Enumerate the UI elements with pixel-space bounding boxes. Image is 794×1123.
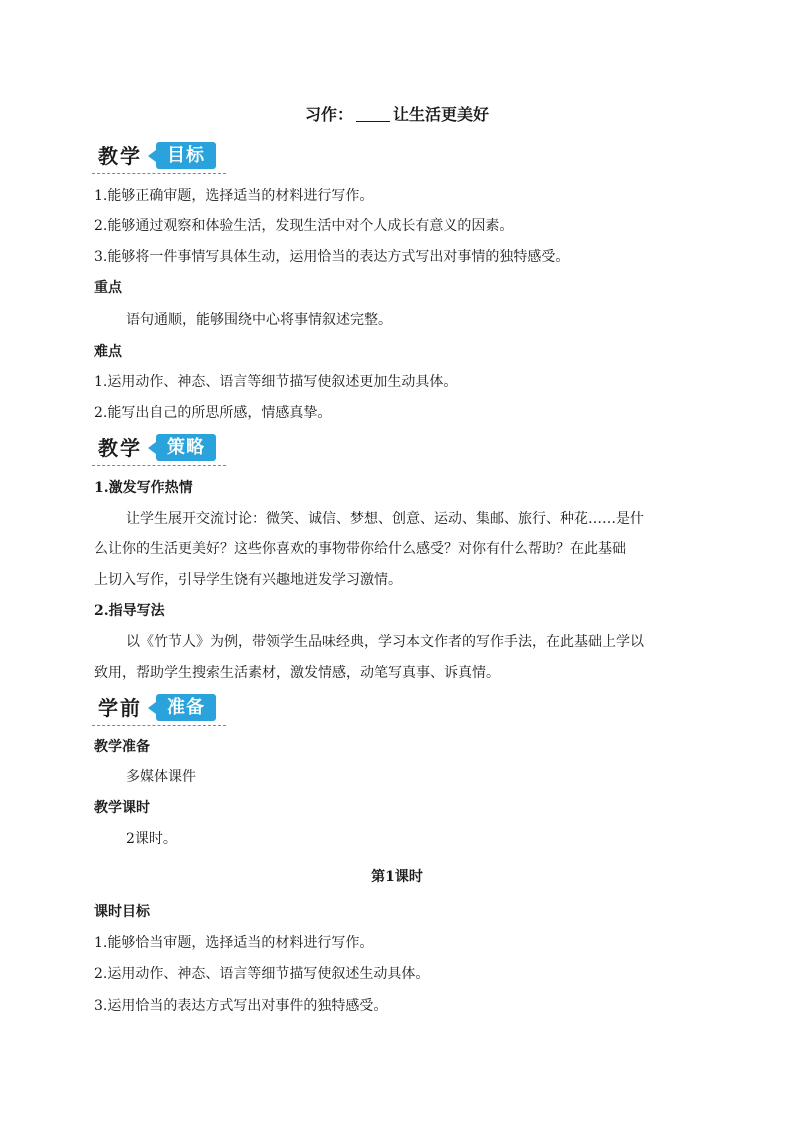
strategy-1-title: 1.激发写作热情 bbox=[94, 480, 193, 496]
badge-right-text: 准备 bbox=[167, 697, 205, 718]
badge-tab bbox=[156, 434, 216, 461]
badge-tab bbox=[156, 694, 216, 721]
lesson-goal-label: 课时目标 bbox=[94, 904, 150, 920]
strategy-2-line: 以《竹节人》为例，带领学生品味经典，学习本文作者的写作手法，在此基础上学以 bbox=[126, 634, 644, 650]
lesson-goal-item: 2.运用动作、神态、语言等细节描写使叙述生动具体。 bbox=[94, 966, 430, 982]
difficult-point-label: 难点 bbox=[94, 344, 122, 360]
lesson-goal-item: 1.能够恰当审题，选择适当的材料进行写作。 bbox=[94, 935, 374, 951]
badge-left-text: 学前 bbox=[98, 696, 142, 720]
goal-item: 2.能够通过观察和体验生活，发现生活中对个人成长有意义的因素。 bbox=[94, 218, 514, 234]
title-suffix: 让生活更美好 bbox=[393, 105, 490, 124]
section-badge-goals bbox=[92, 138, 232, 178]
badge-left-text: 教学 bbox=[98, 144, 142, 168]
strategy-2-line: 致用，帮助学生搜索生活素材，激发情感，动笔写真事、诉真情。 bbox=[94, 665, 500, 681]
lesson-title: 第1课时 bbox=[371, 869, 423, 885]
strategy-1-line: 么让你的生活更美好？这些你喜欢的事物带你给什么感受？对你有什么帮助？在此基础 bbox=[94, 541, 626, 557]
badge-tab bbox=[156, 142, 216, 169]
prep-text: 多媒体课件 bbox=[126, 769, 196, 785]
strategy-2-title: 2.指导写法 bbox=[94, 603, 165, 619]
difficult-item: 1.运用动作、神态、语言等细节描写使叙述更加生动具体。 bbox=[94, 374, 458, 390]
key-point-label: 重点 bbox=[94, 280, 122, 296]
lesson-goal-item: 3.运用恰当的表达方式写出对事件的独特感受。 bbox=[94, 998, 388, 1014]
badge-left-text: 教学 bbox=[98, 436, 142, 460]
strategy-1-line: 上切入写作，引导学生饶有兴趣地迸发学习激情。 bbox=[94, 572, 402, 588]
badge-right-text: 目标 bbox=[167, 145, 205, 166]
hours-label: 教学课时 bbox=[94, 800, 150, 816]
key-point-text: 语句通顺，能够围绕中心将事情叙述完整。 bbox=[126, 312, 392, 328]
difficult-item: 2.能写出自己的所思所感，情感真挚。 bbox=[94, 405, 332, 421]
badge-underline bbox=[92, 725, 226, 726]
prep-label: 教学准备 bbox=[94, 739, 150, 755]
badge-right-text: 策略 bbox=[167, 437, 205, 458]
hours-text: 2课时。 bbox=[126, 831, 177, 847]
badge-underline bbox=[92, 173, 226, 174]
goal-item: 1.能够正确审题，选择适当的材料进行写作。 bbox=[94, 188, 374, 204]
title-prefix: 习作： bbox=[304, 105, 353, 124]
strategy-1-line: 让学生展开交流讨论：微笑、诚信、梦想、创意、运动、集邮、旅行、种花……是什 bbox=[126, 511, 644, 527]
title-blank bbox=[356, 105, 390, 122]
section-badge-strategy bbox=[92, 430, 232, 470]
page-title bbox=[0, 102, 794, 128]
badge-underline bbox=[92, 465, 226, 466]
section-badge-prep bbox=[92, 690, 232, 730]
goal-item: 3.能够将一件事情写具体生动，运用恰当的表达方式写出对事情的独特感受。 bbox=[94, 249, 570, 265]
